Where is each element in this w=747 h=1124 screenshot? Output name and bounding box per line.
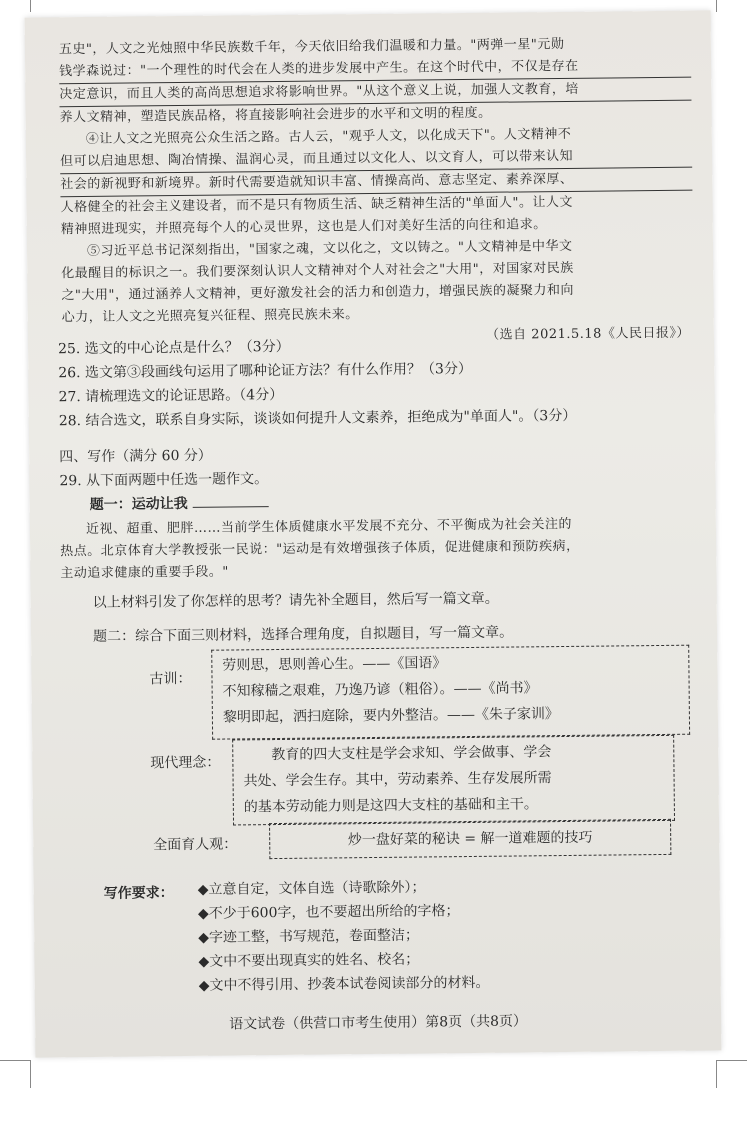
- topic-1-material: [60, 513, 697, 586]
- topic-1-line: 近视、超重、肥胖……当前学生体质健康水平发展不充分、不平衡成为社会关注的: [85, 516, 573, 538]
- crop-mark-top-left: [30, 0, 31, 12]
- writing-prompt: 29. 从下面两题中任选一题作文。: [59, 471, 269, 490]
- modern-concept-line: 共处、学会生存。其中，劳动素养、生存发展所需: [243, 770, 552, 790]
- passage-line: 五史"，人文之光烛照中华民族数千年，今天依旧给我们温暖和力量。"两弹一星"元勋: [58, 36, 565, 58]
- label-ancient-sayings: 古训：: [149, 670, 192, 688]
- passage-line-underlined: 但可以启迪思想、陶冶情操、温润心灵，而且通过以文化人、以文育人，可以带来认知: [60, 145, 692, 175]
- ancient-saying: 黎明即起，洒扫庭除，要内外整洁。——《朱子家训》: [222, 706, 559, 726]
- crop-mark-bottom-right-h: [716, 1060, 747, 1061]
- passage-line: 心力，让人文之光照亮复兴征程、照亮民族未来。: [61, 307, 359, 326]
- reading-passage: [59, 33, 694, 352]
- writing-requirements-label: 写作要求：: [103, 885, 174, 902]
- topic-1-line: 主动追求健康的重要手段。": [60, 564, 229, 582]
- writing-requirements: [198, 875, 490, 998]
- ancient-saying: 不知稼穑之艰难，乃逸乃谚（粗俗）。——《尚书》: [222, 680, 538, 700]
- topic-1-task: 以上材料引发了你怎样的思考？请先补全题目，然后写一篇文章。: [92, 590, 499, 611]
- topic-1-title: [90, 491, 269, 517]
- question-27: 27. 请梳理选文的论证思路。（4分）: [58, 386, 284, 406]
- whole-education-box: [269, 819, 671, 859]
- crop-mark-bottom-right-v: [716, 1060, 717, 1088]
- modern-concept-line: 的基本劳动能力则是这四大支柱的基础和主干。: [243, 796, 538, 816]
- topic-1-title-text: 题一：运动让我: [89, 495, 188, 513]
- topic-2-title: 题二：综合下面三则材料，选择合理角度，自拟题目，写一篇文章。: [92, 624, 514, 645]
- label-modern-concept: 现代理念：: [150, 754, 221, 772]
- exam-page: [25, 10, 722, 1057]
- modern-concept-line: 教育的四大支柱是学会求知、学会做事、学会: [271, 744, 552, 764]
- passage-line-underlined: 社会的新视野和新境界。新时代需要造就知识丰富、情操高尚、意志坚定、素养深厚、: [60, 168, 692, 198]
- page-footer: 语文试卷（供营口市考生使用）第8页（共8页）: [229, 1013, 528, 1033]
- requirement-item: ◆字迹工整，书写规范，卷面整洁；: [198, 927, 420, 946]
- passage-line-underlined: 决定意识，而且人类的高尚思想追求将影响世界。"从这个意义上说，加强人文教育，培: [59, 78, 691, 108]
- passage-source: （选自 2021.5.18《人民日报》）: [486, 325, 690, 343]
- writing-section-heading: 四、写作（满分 60 分）: [59, 447, 212, 466]
- requirement-item: ◆文中不得引用、抄袭本试卷阅读部分的材料。: [198, 974, 490, 994]
- requirement-item: ◆不少于600字，也不要超出所给的字格；: [197, 903, 460, 922]
- crop-mark-bottom-left-h: [0, 1060, 30, 1061]
- passage-line: 之"大用"，通过涵养人文精神，更好激发社会的活力和创造力，增强民族的凝聚力和向: [61, 282, 575, 304]
- passage-line: 人格健全的社会主义建设者，而不是只有物质生活、缺乏精神生活的"单面人"。让人文: [60, 194, 574, 216]
- question-26: 26. 选文第③段画线句运用了哪种论证方法？有什么作用？（3分）: [58, 360, 472, 382]
- ancient-sayings-box: [211, 645, 690, 740]
- requirement-item: ◆立意自定，文体自选（诗歌除外）；: [197, 879, 426, 898]
- topic-1-line: 热点。北京体育大学教授张一民说："运动是有效增强孩子体质，促进健康和预防疾病，: [60, 538, 580, 560]
- question-25: 25. 选文的中心论点是什么？（3分）: [57, 338, 290, 358]
- passage-line: 精神照进现实，并照亮每个人的心灵世界，这也是人们对美好生活的向往和追求。: [60, 217, 547, 238]
- requirement-item: ◆文中不要出现真实的姓名、校名；: [198, 951, 420, 970]
- crop-mark-top-right: [716, 0, 717, 12]
- ancient-saying: 劳则思，思则善心生。——《国语》: [222, 655, 447, 674]
- whole-education-text: 炒一盘好菜的秘诀 = 解一道难题的技巧: [347, 829, 593, 849]
- passage-line: 化最醒目的标识之一。我们要深刻认识人文精神对个人对社会之"大用"，对国家对民族: [61, 260, 574, 282]
- question-28: 28. 结合选文，联系自身实际，谈谈如何提升人文素养，拒绝成为"单面人"。（3分）: [58, 407, 577, 430]
- label-whole-education: 全面育人观：: [153, 836, 238, 854]
- passage-line: 养人文精神，塑造民族品格，将直接影响社会进步的水平和文明的程度。: [59, 105, 492, 126]
- paragraph-5-start: ⑤习近平总书记深刻指出，"国家之魂，文以化之，文以铸之。"人文精神是中华文: [86, 238, 573, 259]
- topic-1-title-blank: [192, 492, 268, 508]
- passage-line-underlined: 钱学森说过："一个理性的时代会在人类的进步发展中产生。在这个时代中，不仅是存在: [59, 55, 691, 85]
- paragraph-4-start: ④让人文之光照亮公众生活之路。古人云，"观乎人文，以化成天下"。人文精神不: [85, 126, 572, 147]
- crop-mark-bottom-left-v: [30, 1060, 31, 1088]
- modern-concept-box: [232, 735, 675, 826]
